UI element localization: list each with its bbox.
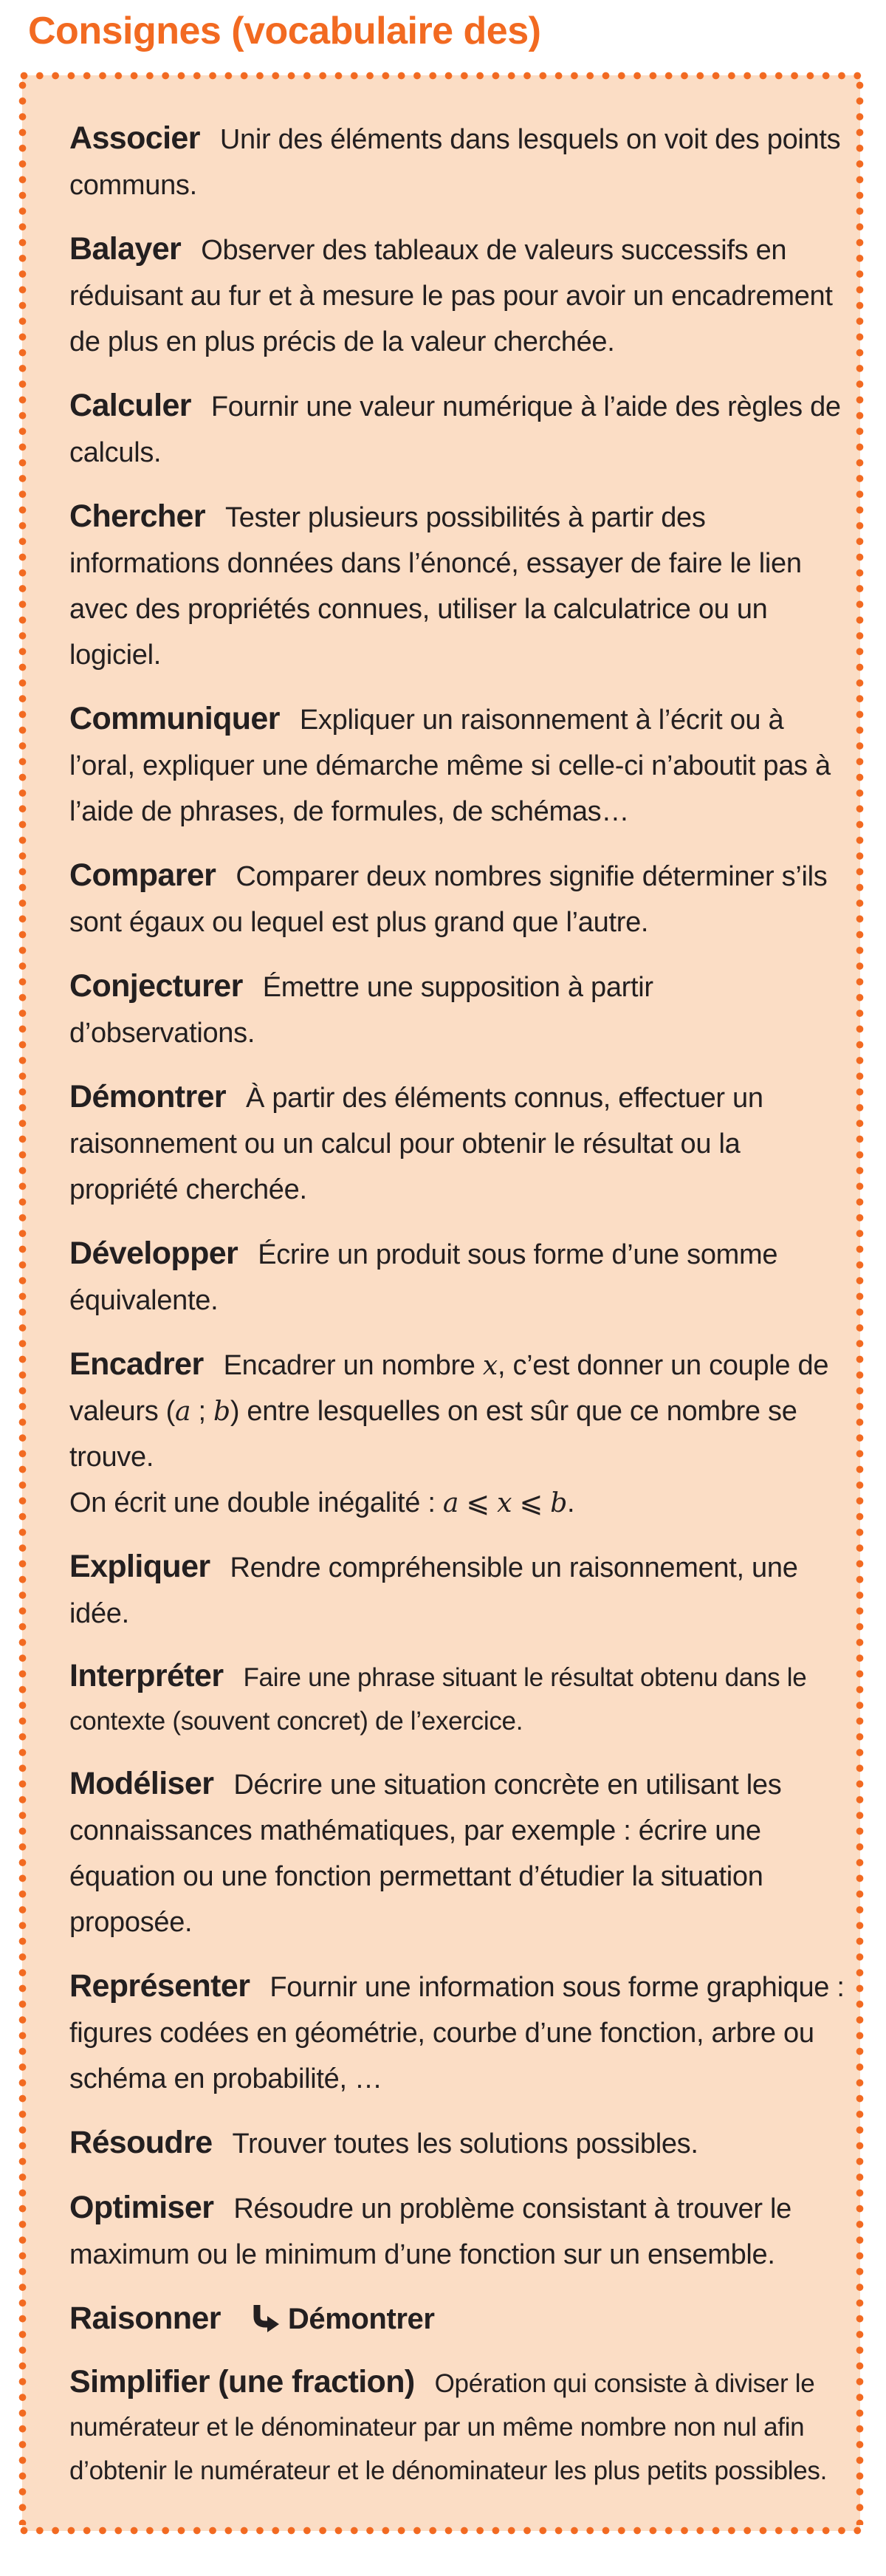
definition-text: [233, 2128, 698, 2159]
text-run: Encadrer un nombre: [223, 1350, 483, 1381]
text-run: On écrit une double inégalité :: [69, 1487, 443, 1518]
vocab-entry: [69, 1544, 845, 1637]
term-label: Démontrer: [69, 1079, 227, 1114]
vocabulary-box: [22, 75, 860, 2531]
curved-right-arrow-icon: [251, 2303, 281, 2333]
term-label: Raisonner: [69, 2301, 221, 2336]
math-variable: a: [175, 1396, 191, 1427]
text-run: ⩽: [459, 1487, 498, 1518]
text-run: .: [567, 1487, 575, 1518]
vocab-entry: [69, 2360, 845, 2493]
dotted-border-right: [856, 81, 864, 2525]
vocab-entry: [69, 2295, 845, 2343]
text-run: Rendre compréhensible un raisonnement, une idée.: [69, 1552, 798, 1629]
term-label: Comparer: [69, 857, 216, 893]
dotted-border-bottom: [20, 2527, 862, 2535]
vocab-entry: [69, 1074, 845, 1213]
text-run: Émettre une supposition à partir d’observations.: [69, 972, 653, 1049]
text-run: Faire une phrase situant le résultat obtenu dans le contexte (souvent concret) de l’exercice.: [69, 1663, 807, 1736]
text-run: Unir des éléments dans lesquels on voit des points communs.: [69, 124, 841, 201]
text-run: Décrire une situation concrète en utilisant les connaissances mathématiques, par exemple : écrire une équation ou une fonction permettant d’étudier la situation proposée.: [69, 1770, 782, 1938]
term-label: Balayer: [69, 231, 182, 267]
term-label: Associer: [69, 120, 200, 156]
vocab-entry: [69, 963, 845, 1056]
vocab-entry: [69, 696, 845, 835]
vocab-entry: [69, 2120, 845, 2167]
text-run: À partir des éléments connus, effectuer un raisonnement ou un calcul pour obtenir le résultat ou la propriété cherchée.: [69, 1083, 763, 1205]
text-run: Fournir une information sous forme graphique : figures codées en géométrie, courbe d’une fonction, arbre ou schéma en probabilité, …: [69, 1972, 845, 2094]
term-label: Communiquer: [69, 701, 280, 736]
term-label: Calculer: [69, 388, 191, 423]
term-label: Représenter: [69, 1968, 250, 2004]
term-label: Expliquer: [69, 1549, 210, 1584]
term-label: Optimiser: [69, 2190, 214, 2225]
term-label: Chercher: [69, 499, 205, 534]
dotted-border-left: [18, 81, 27, 2525]
text-run: Observer des tableaux de valeurs successifs en réduisant au fur et à mesure le pas pour avoir un encadrement de plus en plus précis de la valeur cherchée.: [69, 235, 833, 357]
math-variable: x: [497, 1487, 512, 1518]
text-run: Opération qui consiste à diviser le numérateur et le dénominateur par un même nombre non nul afin d’obtenir le numérateur et le dénominateur les plus petits possibles.: [69, 2369, 828, 2485]
term-label: Simplifier (une fraction): [69, 2364, 415, 2399]
term-label: Encadrer: [69, 1346, 204, 1382]
vocab-entry: [69, 1654, 845, 1743]
term-label: Conjecturer: [69, 968, 243, 1004]
text-run: Comparer deux nombres signifie déterminer s’ils sont égaux ou lequel est plus grand que l’autre.: [69, 861, 828, 938]
math-variable: a: [442, 1487, 459, 1518]
text-run: Tester plusieurs possibilités à partir des informations données dans l’énoncé, essayer de faire le lien avec des propriétés connues, utiliser la calculatrice ou un logiciel.: [69, 502, 802, 671]
vocab-entry: [69, 2185, 845, 2278]
vocab-entry: [69, 226, 845, 365]
dotted-border-top: [20, 72, 862, 80]
definition-text: [69, 1480, 845, 1526]
term-label: Développer: [69, 1236, 238, 1271]
text-run: ⩽: [512, 1487, 551, 1518]
math-variable: b: [550, 1487, 568, 1518]
text-run: ;: [190, 1396, 214, 1427]
page-title: Consignes (vocabulaire des): [28, 10, 541, 52]
text-run: ) entre lesquelles on est sûr que ce nombre se trouve.: [69, 1396, 797, 1473]
vocab-entry: [69, 1761, 845, 1945]
vocab-entry: [69, 852, 845, 945]
term-label: Modéliser: [69, 1766, 214, 1801]
text-run: Trouver toutes les solutions possibles.: [232, 2128, 698, 2159]
vocab-entry: [69, 1963, 845, 2102]
vocab-entry: [69, 115, 845, 208]
text-run: Fournir une valeur numérique à l’aide des règles de calculs.: [69, 391, 841, 468]
arrow-reference-label: Démontrer: [287, 2303, 435, 2335]
vocab-entry: [69, 493, 845, 678]
text-run: , c’est donner un couple de valeurs (: [69, 1350, 829, 1427]
vocab-entry: [69, 383, 845, 476]
term-label: Résoudre: [69, 2125, 213, 2160]
vocab-entry: [69, 1230, 845, 1323]
entries-list: [69, 115, 845, 2493]
math-variable: x: [482, 1350, 498, 1381]
text-run: Résoudre un problème consistant à trouver le maximum ou le minimum d’une fonction sur un ensemble.: [69, 2193, 791, 2270]
definition-text: [69, 235, 833, 357]
text-run: Écrire un produit sous forme d’une somme équivalente.: [69, 1239, 778, 1316]
text-run: Expliquer un raisonnement à l’écrit ou à l’oral, expliquer une démarche même si celle-ci n’aboutit pas à l’aide de phrases, de formules, de schémas…: [69, 705, 831, 827]
math-variable: b: [213, 1396, 230, 1427]
vocab-entry: [69, 1341, 845, 1526]
term-label: Interpréter: [69, 1658, 224, 1693]
